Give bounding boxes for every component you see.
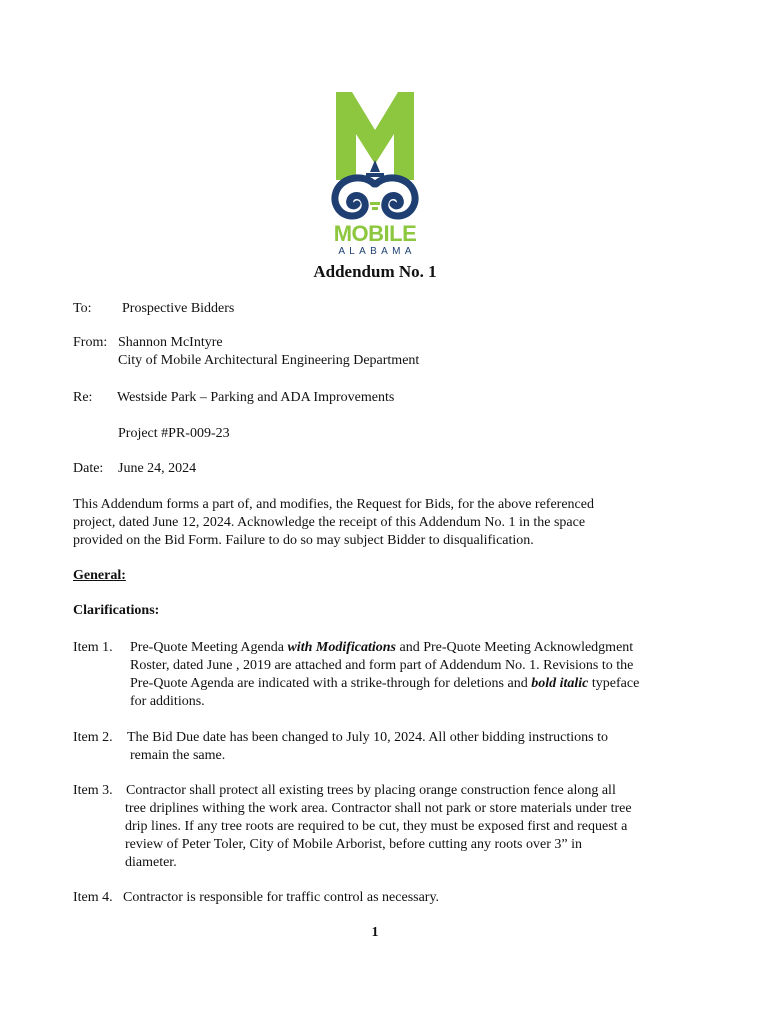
- item-2-line: remain the same.: [130, 748, 226, 763]
- re-label: Re:: [73, 390, 93, 405]
- re-value: Westside Park – Parking and ADA Improvements: [117, 390, 395, 405]
- item-4-line: Contractor is responsible for traffic control as necessary.: [123, 890, 440, 905]
- item-3-line: review of Peter Toler, City of Mobile Arborist, before cutting any roots over 3” in: [125, 837, 582, 852]
- item-3-line: diameter.: [125, 855, 177, 870]
- item-3-line: tree driplines withing the work area. Contractor shall not park or store materials under tree: [125, 801, 632, 816]
- to-label: To:: [73, 301, 92, 316]
- intro-line: This Addendum forms a part of, and modifies, the Request for Bids, for the above referenced: [73, 497, 594, 512]
- item-2-line: The Bid Due date has been changed to July 10, 2024. All other bidding instructions to: [127, 730, 608, 745]
- item-1-emphasis: bold italic: [531, 676, 589, 691]
- from-label: From:: [73, 335, 108, 350]
- date-value: June 24, 2024: [118, 461, 197, 476]
- from-name: Shannon McIntyre: [118, 335, 223, 350]
- item-3-label: Item 3.: [73, 783, 113, 798]
- clarifications-heading: Clarifications:: [73, 603, 160, 618]
- to-value: Prospective Bidders: [122, 301, 235, 316]
- item-3-line: Contractor shall protect all existing trees by placing orange construction fence along all: [126, 783, 616, 798]
- project-number: Project #PR-009-23: [118, 426, 230, 441]
- item-1-line: for additions.: [130, 694, 205, 709]
- page-number: 1: [371, 925, 379, 940]
- page-title: Addendum No. 1: [313, 262, 437, 281]
- item-4-label: Item 4.: [73, 890, 113, 905]
- item-1-text: Pre-Quote Meeting Agenda: [130, 640, 288, 655]
- logo-wordmark: MOBILE: [333, 221, 417, 246]
- item-1-line: [130, 675, 639, 693]
- item-3-line: drip lines. If any tree roots are required to be cut, they must be exposed first and request a: [125, 819, 628, 834]
- general-heading: General:: [73, 568, 126, 583]
- item-1-line: Roster, dated June , 2019 are attached and form part of Addendum No. 1. Revisions to the: [130, 658, 634, 673]
- logo-subtitle: ALABAMA: [338, 246, 416, 257]
- item-2-label: Item 2.: [73, 730, 113, 745]
- intro-line: provided on the Bid Form. Failure to do so may subject Bidder to disqualification.: [73, 533, 534, 548]
- item-1-line: [130, 639, 633, 657]
- item-1-text: typeface: [588, 676, 640, 691]
- from-department: City of Mobile Architectural Engineering Department: [118, 353, 420, 368]
- item-1-emphasis: with Modifications: [287, 640, 396, 655]
- intro-line: project, dated June 12, 2024. Acknowledge the receipt of this Addendum No. 1 in the space: [73, 515, 586, 530]
- item-1-label: Item 1.: [73, 640, 113, 655]
- date-label: Date:: [73, 461, 104, 476]
- item-1-text: Pre-Quote Agenda are indicated with a strike-through for deletions and: [130, 676, 532, 691]
- item-1-text: and Pre-Quote Meeting Acknowledgment: [396, 640, 634, 655]
